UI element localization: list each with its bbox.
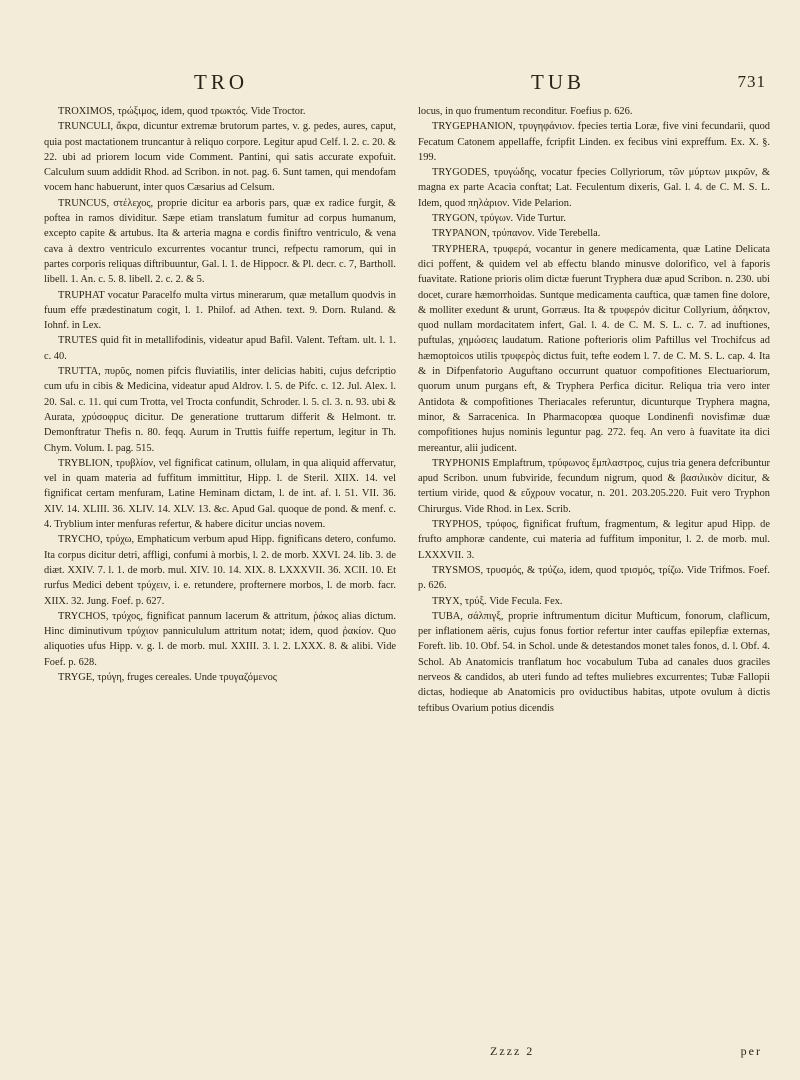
entry-trutes: TRUTES quid fit in metallifodinis, videatur apud Bafil. Valent. Teftam. ult. l. 1. c. 40.: [44, 335, 396, 362]
entry-tryge: TRYGE, τρύγη, fruges cereales. Unde τρυγαζόμενος: [58, 671, 277, 683]
entry-trygon: TRYGON, τρύγων. Vide Turtur.: [432, 213, 566, 225]
signature-mark: Zzzz 2: [490, 1044, 535, 1058]
catchword: per: [740, 1044, 762, 1058]
entry-tuba: TUBA, σάλπιγξ, proprie inftrumentum dicitur Mufticum, fonorum, claflicum, per inflationem aëris, cujus fonus fortior refertur inter cauffas epilepfiæ externas, Foreft. lib. 10. Obf. 54. in Schol. unde & detestandos monet tales fonos, d. l. Obf. 4. Schol. Ab Anatomicis tranflatum hoc vocabulum Tuba ad canales duos graciles nerveos & candidos, ab uteri fundo ad teftes muliebres excurrentes; Tubæ Fallopii dictas, hodieque ab Anatomicis pro oviductibus habitas, utpote ovulum à dictis teftibus Ovarium potius dicendis: [418, 610, 770, 714]
entry-trygephanion: TRYGEPHANION, τρυγηφάνιον. fpecies tertia Loræ, five vini fecundarii, quod Fecatum Catonem appellaffe, fcripfit Linden. ex fecibus vini expreffum. Ex. X. §. 199.: [418, 121, 770, 163]
text-columns: [44, 104, 770, 1042]
running-header: [44, 70, 770, 100]
entry-tryphera: TRYPHERA, τρυφερά, vocantur in genere medicamenta, quæ Latine Delicata dici poffent, & quidem vel ab effectu blando minusve dolorifico, vel à faporis fuavitate. Ratione prioris olim dictæ fuerunt Tryphera duæ apud Scribon. n. 230. ubi docet, curare hæmorrhoidas. Suntque medicamenta cauftica, quæ tamen fine dolore, & molliter exedunt & urunt, Gorræus. Ita & τρυφερόν dicitur Collyrium, ἀδηκτον, quod nullam mordacitatem infert, Gal. l. 4. de C. M. S. L. c. 7. ad inuftiones, puftulas, χημώσεις laudatum. Ratione pofterioris olim Paftillus vel Trochifcus ad hæmoptoicos utilis τρυφερὸς dictus fuit, tefte eodem l. 7. de C. M. S. L. cap. 4. Ita & in Difpenfatorio Auguftano occurrunt quatuor compofitiones Electuariorum, quorum unum purgans eft, & Tryphera Perfica dicitur. Reliqua tria vero inter Antidota & compofitiones Theriacales referuntur, dicunturque Tryphera magna, minor, & Sarracenica. In Pharmacopœa quoque Londinenfi novisfimæ duæ compofitiones hujus nominis leguntur pag. 272. feq. An vero à fuavitate ita dici mereantur, alii judicent.: [418, 243, 770, 454]
right-column: [418, 104, 770, 1042]
entry-troximos: TROXIMOS, τρώξιμος, idem, quod τρωκτός. Vide Troctor.: [58, 106, 306, 117]
header-left-guide-word: TRO: [194, 70, 248, 94]
entry-tryphonis: TRYPHONIS Emplaftrum, τρύφωνος ἔμπλαστρος, cujus tria genera defcribuntur apud Scribon. unum fubviride, fecundum nigrum, quod & βασιλικὸν dicitur, & tertium viride, quod & εὔχρουν vocatur, n. 201. 203.205.220. Fuit vero Tryphon Chirurgus. Vide Rhod. in Lex. Scrib.: [418, 457, 770, 515]
entry-trycho: TRYCHO, τρύχω, Emphaticum verbum apud Hipp. fignificans detero, confumo. Ita corpus dicitur detri, affligi, confumi à morbis, l. 2. de morb. XXVI. 24. lib. 3. de diæt. XXIV. 7. l. 1. de morb. mul. XIV. 10. 14. XIX. 8. LXXXVII. 36. XCII. 10. Et rurfus Medici debent τρύχειν, i. e. retundere, profternere morbos, l. de morb. facr. XIIX. 32. Jung. Foef. p. 627.: [44, 534, 396, 607]
entry-tryphos: TRYPHOS, τρύφος, fignificat fruftum, fragmentum, & legitur apud Hipp. de frufto amphoræ candente, cui materia ad fuffitum imponitur, l. 2. de morb. mul. LXXXVII. 3.: [418, 519, 770, 561]
entry-trychos: TRYCHOS, τρύχος, fignificat pannum lacerum & attritum, ῥάκος alias dictum. Hinc diminutivum τρύχιον pannicululum attritum notat; idem, quod ῥακίον. Quo aliquoties ufus Hipp. v. g. l. de morb. mul. XXIII. 3. l. 2. LXXX. 8. & alibi. Vide Foef. p. 628.: [44, 610, 396, 668]
entry-tryge-continued: locus, in quo frumentum reconditur. Foefius p. 626.: [418, 106, 633, 117]
header-right-guide-word: TUB: [531, 70, 585, 94]
entry-truncus: TRUNCUS, στέλεχος, proprie dicitur ea arboris pars, quæ ex radice furgit, & poftea in ramos dividitur. Sæpe etiam translatum fumitur ad corpus humanum, excepto capite & artubus. Ita & arteria magna e cordis finiftro ventriculo, & vena cava à dextro ventriculo excurrentes vocantur trunci, refpectu ramorum, qui in partes corporis reliquas diftribuuntur, Gal. l. 1. de Hippocr. & Pl. decr. c. 7, Bartholl. libell. 1. An. c. 5. 8. libell. 2. c. 2. & 5.: [44, 197, 396, 286]
entry-tryblion: TRYBLION, τρυβλίον, vel fignificat catinum, ollulam, in qua aliquid affervatur, vel in quam materia ad fuffitum immittitur, Hipp. l. de Steril. XIIX. 14. vel fignificat certam menfuram, Latine Heminam dictam, l. de int. af. l. 51. VII. 36. XIV. 14. XLIII. 36. XLIV. 14. XLV. 13. &c. Apud Gal. quoque de pond. & menf. c. 4. Tryblium inter menfuras refertur, & habere dicitur uncias novem.: [44, 457, 396, 531]
entry-trunculi: TRUNCULI, ἄκρα, dicuntur extremæ brutorum partes, v. g. pedes, aures, caput, quia post mactationem truncantur à reliquo corpore. Legitur apud Celf. l. 2. c. 20. & 22. ubi ad priorem locum vide Comment. Pantini, qui satis accurate expofuit. Calculum suum addidit Rhod. ad Scribon. in not. pag. 6. Sunt tamen, qui mendofam vocem hanc habuerunt, inter quos Cæsarius ad Celsum.: [44, 121, 396, 194]
entry-trypanon: TRYPANON, τρύπανον. Vide Terebella.: [432, 228, 601, 240]
entry-trygodes: TRYGODES, τρυγώδης, vocatur fpecies Collyriorum, τῶν μύρτων μικρῶν, & magna ex parte Acacia conftat; Lat. Feculentum dixeris, Gal. l. 4. de C. M. S. L. Idem, quod πηλάριον. Vide Pelarion.: [418, 167, 770, 209]
entry-tryx: TRYX, τρύξ. Vide Fecula. Fex.: [432, 595, 563, 607]
page-number: 731: [737, 72, 766, 91]
entry-truphat: TRUPHAT vocatur Paracelfo multa virtus minerarum, quæ metallum quodvis in fuum effe prædestinatum cogit, l. 1. Philof. ad Athen. text. 9. Dorn. Ruland. & Iohnf. in Lex.: [44, 289, 396, 332]
left-column: [44, 104, 396, 1042]
entry-trysmos: TRYSMOS, τρυσμός, & τρύζω, idem, quod τρισμός, τρίζω. Vide Trifmos. Foef. p. 626.: [418, 564, 770, 592]
entry-trutta: TRUTTA, πυρῦς, nomen pifcis fluviatilis, inter delicias habiti, cujus defcriptio cum ufu in cibis & Medicina, videatur apud Aldrov. l. 5. de Pifc. c. 12. Jul. Alex. l. 20. Sal. c. 11. qui cum Trotta, vel Trocta confundit, Schroder. l. 5. cl. 3. n. 93. ubi & Aurata, χρύσοφρυς dicitur. De generatione truttarum differit & Helmont. tr. Demonftratur Thefis n. 80. feqq. Aurum in Truttis fuiffe repertum, legitur in Th. Chym. Volum. I. pag. 515.: [44, 366, 396, 454]
